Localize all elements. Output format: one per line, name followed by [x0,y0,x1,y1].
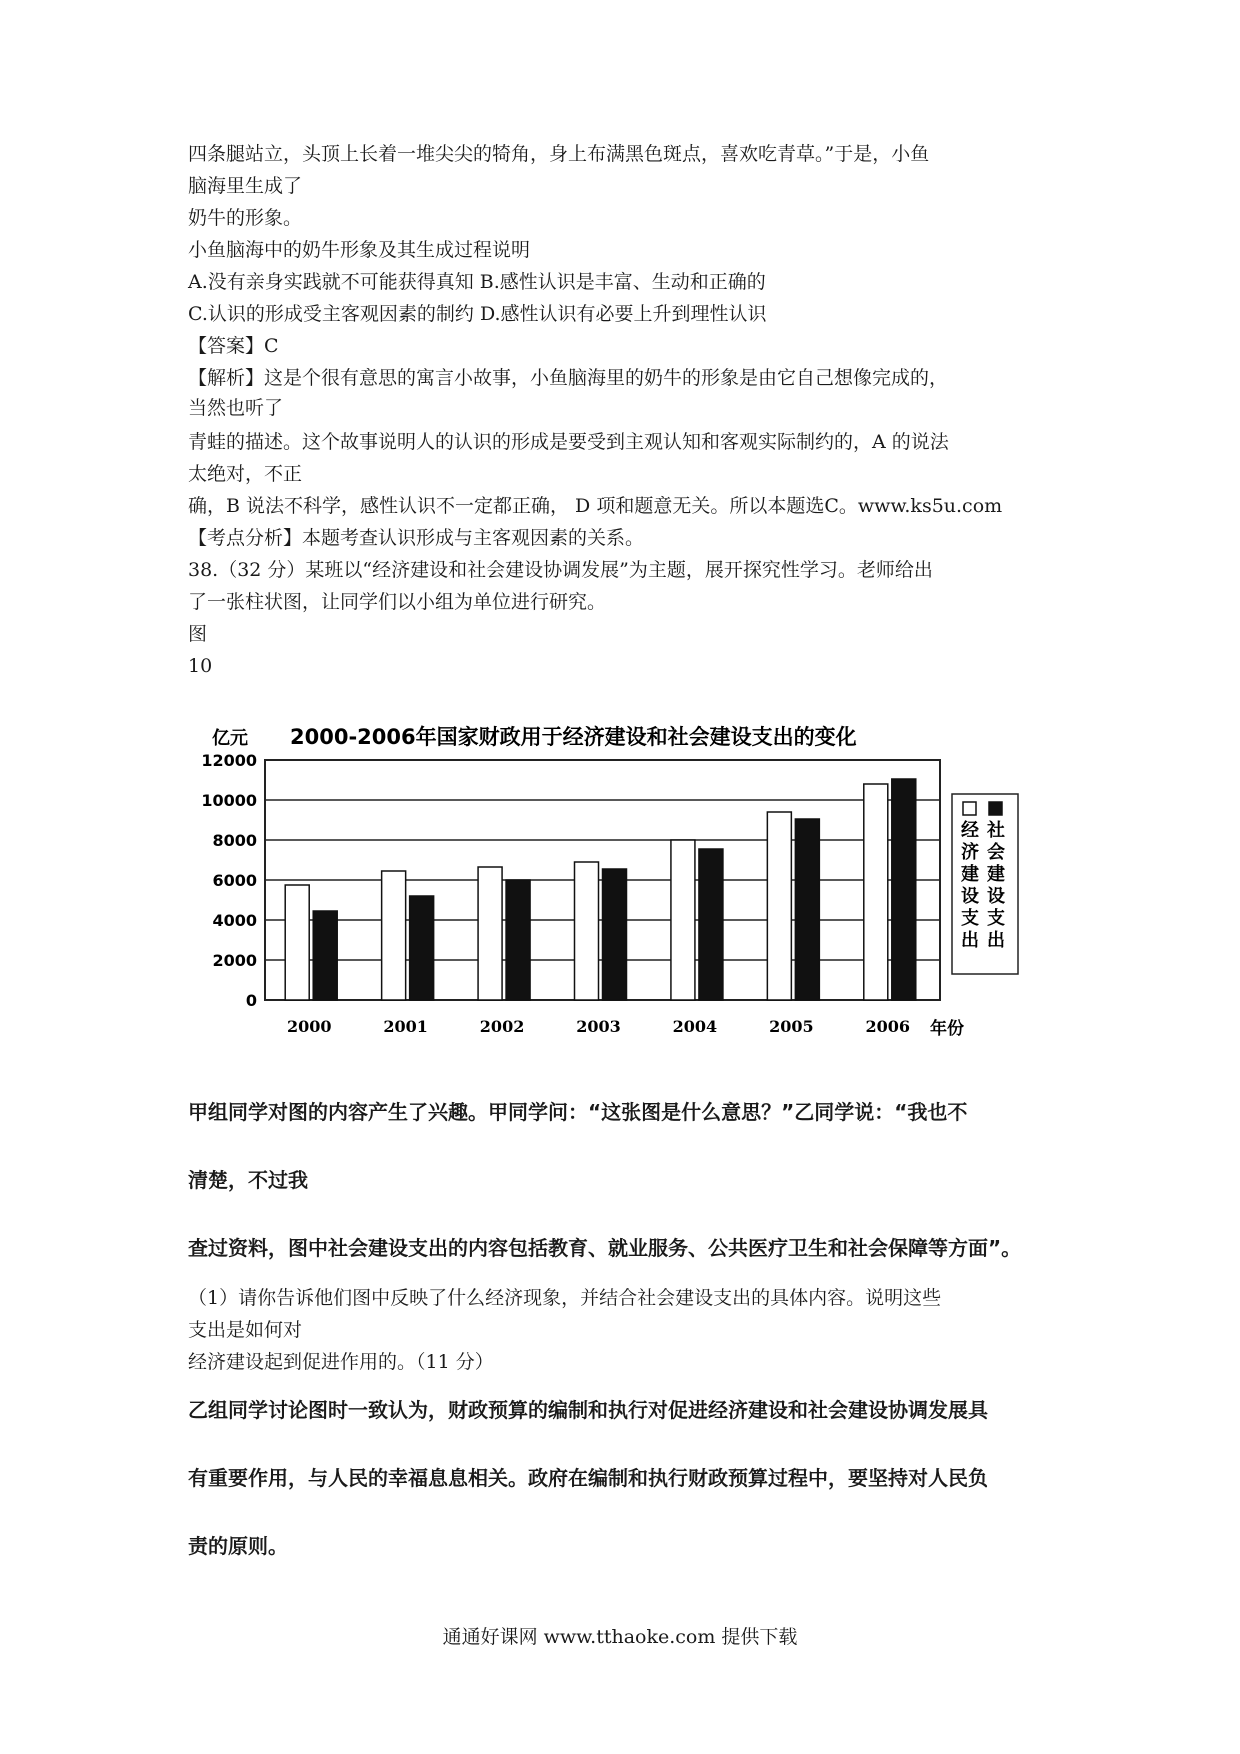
y-tick-label: 6000 [212,871,257,890]
bar-economic [478,867,502,1000]
group-a-para-line-2: 清楚，不过我 [188,1168,308,1192]
q37-stem: 小鱼脑海中的奶牛形象及其生成过程说明 [188,239,531,261]
bar-social [410,896,434,1000]
q37-options-cd: C.认识的形成受主客观因素的制约 D.感性认识有必要上升到理性认识 [188,303,767,325]
q37-analysis-line-2: 当然也听了 [188,397,284,419]
footer-source: 通通好课网 www.tthaoke.com 提供下载 [442,1626,798,1648]
y-tick-label: 12000 [201,751,257,770]
chart-title: 2000-2006年国家财政用于经济建设和社会建设支出的变化 [290,725,857,749]
group-a-para-line-1: 甲组同学对图的内容产生了兴趣。甲同学问：“这张图是什么意思？”乙同学说：“我也不 [188,1100,968,1124]
x-axis-label: 年份 [930,1019,964,1039]
plot-area [201,751,940,1036]
q37-text-line-1: 四条腿站立，头顶上长着一堆尖尖的犄角，身上布满黑色斑点，喜欢吃青草。”于是，小鱼 [188,143,930,165]
bar-economic [864,784,888,1000]
q37-analysis-line-5: 确，B 说法不科学，感性认识不一定都正确， D 项和题意无关。所以本题选C。www.ks5u.com [188,495,1003,517]
y-tick-label: 0 [245,991,257,1010]
legend-label-economic: 经济建设支出 [961,820,979,951]
q38-text-line-2: 了一张柱状图，让同学们以小组为单位进行研究。 [188,591,607,613]
figure-number: 10 [188,655,213,677]
bar-social [603,869,627,1000]
bar-social [795,819,819,1000]
y-tick-label: 10000 [201,791,257,810]
y-tick-label: 2000 [212,951,257,970]
x-tick-label: 2002 [479,1017,525,1036]
x-tick-label: 2001 [383,1017,428,1036]
bar-economic [767,812,791,1000]
legend-label-social: 社会建设支出 [987,820,1005,951]
x-tick-label: 2003 [576,1017,621,1036]
q37-options-ab: A.没有亲身实践就不可能获得真知 B.感性认识是丰富、生动和正确的 [188,271,766,293]
bar-social [892,779,916,1000]
q37-point-analysis: 【考点分析】本题考查认识形成与主客观因素的关系。 [188,527,645,549]
q37-analysis-line-1: 【解析】这是个很有意思的寓言小故事，小鱼脑海里的奶牛的形象是由它自己想像完成的， [188,367,949,389]
legend-swatch-economic [963,802,976,815]
x-tick-label: 2006 [865,1017,911,1036]
q37-analysis-line-3: 青蛙的描述。这个故事说明人的认识的形成是要受到主观认知和客观实际制约的，A 的说法 [188,431,949,453]
sub-question-1-line-3: 经济建设起到促进作用的。（11 分） [188,1351,494,1373]
group-a-para-line-3: 查过资料，图中社会建设支出的内容包括教育、就业服务、公共医疗卫生和社会保障等方面”。 [188,1236,1022,1260]
group-b-para-line-3: 责的原则。 [188,1534,288,1558]
y-tick-label: 8000 [212,831,257,850]
x-tick-label: 2005 [769,1017,814,1036]
y-tick-label: 4000 [212,911,257,930]
chart-legend [952,794,1018,974]
q37-analysis-line-4: 太绝对，不正 [188,463,303,485]
bar-economic [382,871,406,1000]
figure-label: 图 [188,623,208,645]
bar-economic [285,885,309,1000]
sub-question-1-line-1: （1）请你告诉他们图中反映了什么经济现象，并结合社会建设支出的具体内容。说明这些 [188,1287,942,1309]
bar-social [699,849,723,1000]
bar-economic [671,840,695,1000]
bar-economic [575,862,599,1000]
bar-social [506,880,530,1000]
bar-chart [200,712,1040,1052]
sub-question-1-line-2: 支出是如何对 [188,1319,303,1341]
bar-social [313,911,337,1000]
group-b-para-line-2: 有重要作用，与人民的幸福息息相关。政府在编制和执行财政预算过程中，要坚持对人民负 [188,1466,988,1490]
y-axis-unit: 亿元 [212,728,248,749]
x-tick-label: 2004 [672,1017,718,1036]
legend-swatch-social [989,802,1002,815]
q37-text-line-2: 脑海里生成了 [188,175,303,197]
q37-answer: 【答案】C [188,335,279,357]
group-b-para-line-1: 乙组同学讨论图时一致认为，财政预算的编制和执行对促进经济建设和社会建设协调发展具 [188,1398,988,1422]
q37-text-line-3: 奶牛的形象。 [188,207,303,229]
x-tick-label: 2000 [286,1017,332,1036]
q38-text-line-1: 38.（32 分）某班以“经济建设和社会建设协调发展”为主题，展开探究性学习。老师给出 [188,559,933,581]
